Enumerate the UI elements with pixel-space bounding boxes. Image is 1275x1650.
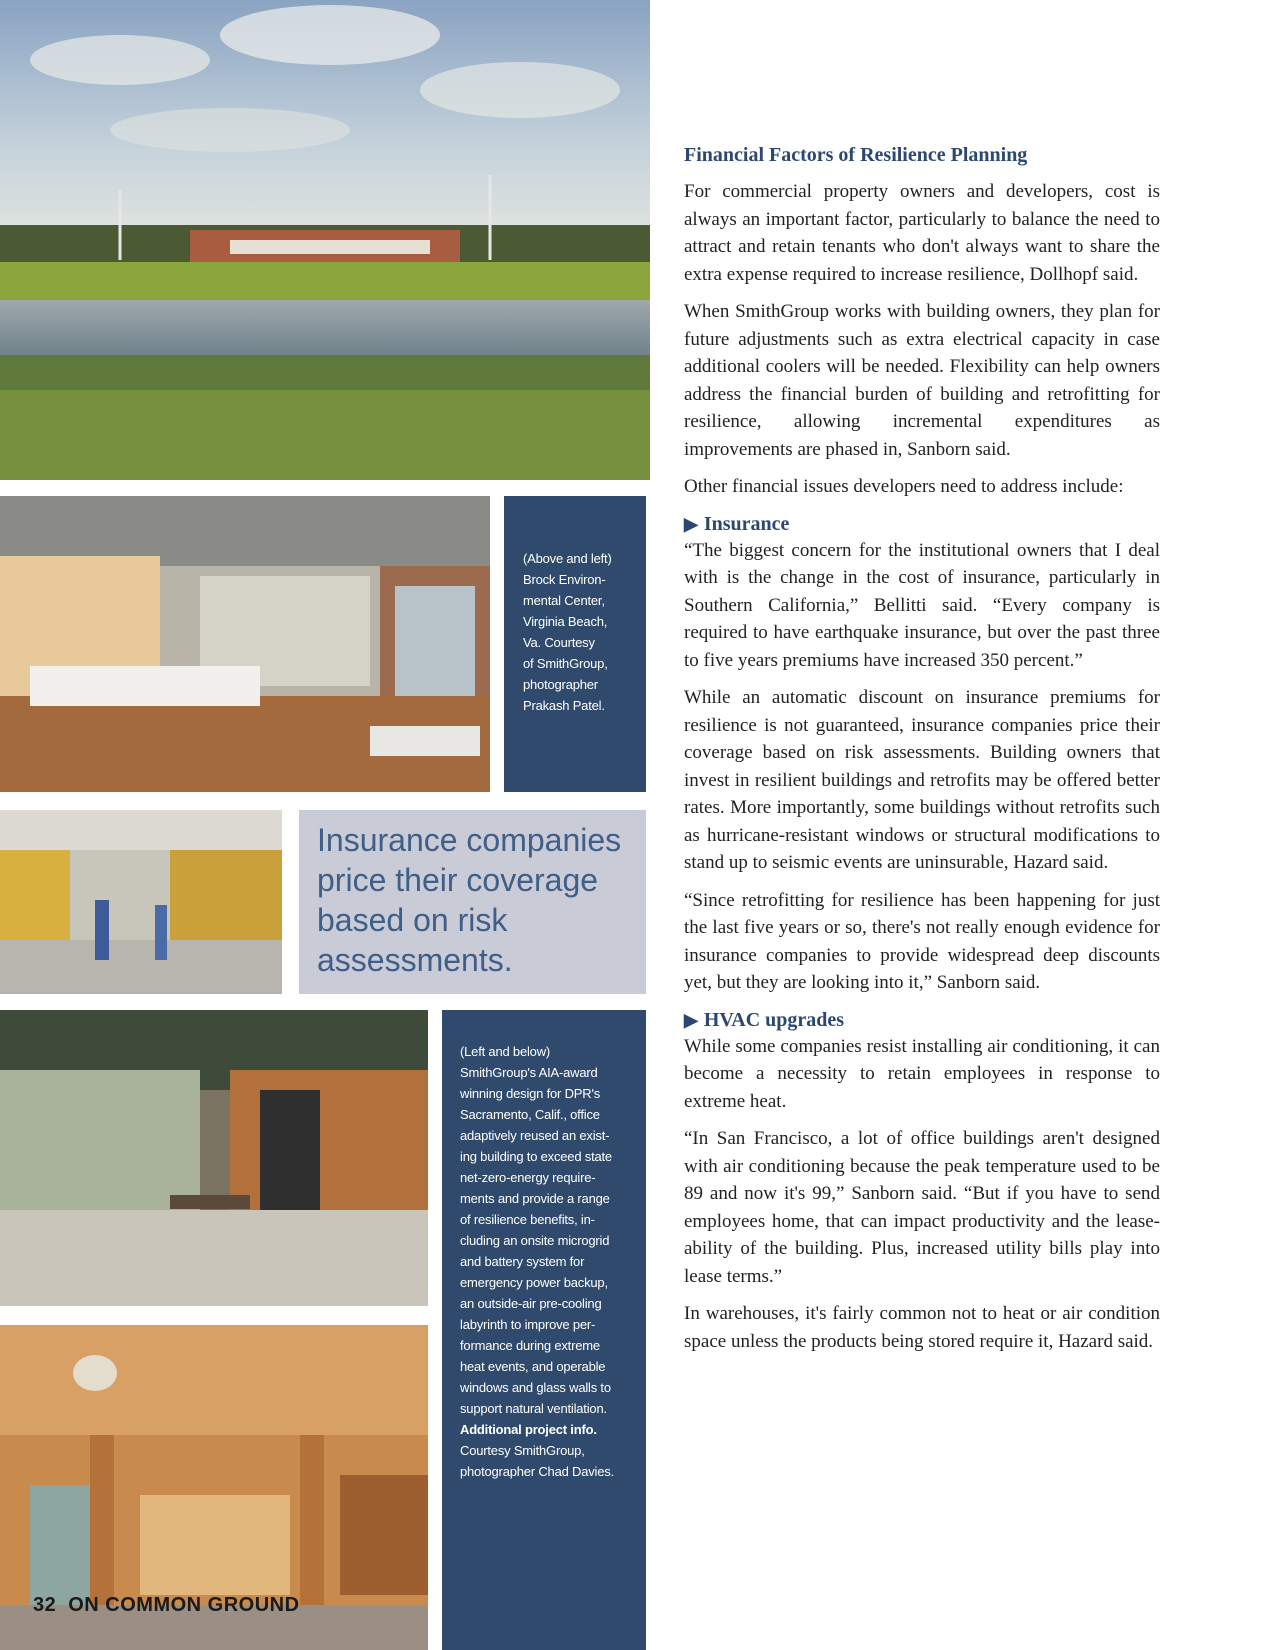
article-paragraph: Other financial issues developers need to address include: [684, 476, 1124, 497]
caption-line: Prakash Patel. [523, 698, 605, 713]
caption-line: ments and provide a range [460, 1191, 610, 1206]
article-paragraph: “Since retrofitting for resilience has been happening for just the last five years or so, there's not really enough evidence for insurance companies to provide widespread deep discounts yet, but they are looking into it,” Sanborn said. [684, 889, 1160, 993]
subheading-label: HVAC upgrades [703, 1008, 845, 1031]
article-paragraph: While an automatic discount on insurance premiums for resilience is not guaranteed, insurance companies price their coverage based on risk assessments. Building owners that invest in resilient buildings and retrofits may be offered better rates. More importantly, some buildings without retrofits such as hurricane-resistant windows or structural modifications to stand up to seismic events are uninsurable, Hazard said. [684, 687, 1160, 873]
caption-line: of SmithGroup, [523, 656, 608, 671]
triangle-bullet-icon: ▶ [684, 513, 698, 534]
caption-line: cluding an onsite microgrid [460, 1233, 610, 1248]
caption-line: photographer [523, 677, 598, 692]
article-body [684, 142, 1160, 1365]
caption-line: mental Center, [523, 593, 605, 608]
photo-caption [460, 1041, 614, 1482]
caption-line: Virginia Beach, [523, 614, 608, 629]
caption-line: heat events, and operable [460, 1359, 606, 1374]
caption-line: net-zero-energy require- [460, 1170, 596, 1185]
page-number: 32 [33, 1594, 57, 1616]
caption-line: windows and glass walls to [460, 1380, 611, 1395]
additional-project-info-link[interactable]: Additional project info. [460, 1422, 597, 1437]
caption-line: SmithGroup's AIA-award [460, 1065, 598, 1080]
subheading-hvac [684, 1007, 1160, 1033]
marsh-landscape-photo [0, 0, 650, 480]
caption-line: Sacramento, Calif., office [460, 1107, 600, 1122]
section-heading: Financial Factors of Resilience Planning [684, 144, 1028, 166]
patio-photo [0, 1010, 428, 1306]
caption-line: Va. Courtesy [523, 635, 595, 650]
caption-line: and battery system for [460, 1254, 585, 1269]
photo-caption-box [442, 1010, 646, 1650]
caption-line: (Left and below) [460, 1044, 551, 1059]
caption-line: formance during extreme [460, 1338, 600, 1353]
article-paragraph: When SmithGroup works with building owners, they plan for future adjustments such as extra electrical capacity in case additional coolers will be needed. Flexibility can help owners address the financial burden of building and retrofitting for resilience, allowing incremental expenditures as improvements are phased in, Sanborn said. [684, 301, 1160, 460]
triangle-bullet-icon: ▶ [684, 1009, 698, 1030]
caption-line: an outside-air pre-cooling [460, 1296, 602, 1311]
article-paragraph: In warehouses, it's fairly common not to heat or air condition space unless the products being stored require it, Hazard said. [684, 1303, 1160, 1352]
caption-line: ing building to exceed state [460, 1149, 612, 1164]
pull-quote: Insurance companies price their coverage based on risk assessments. [317, 822, 622, 978]
photo-caption [523, 548, 612, 716]
article-paragraph: For commercial property owners and developers, cost is always an important factor, particularly to balance the need to attract and retain tenants who don't always want to share the extra expense required to increase resilience, Dollhopf said. [684, 181, 1160, 285]
caption-line: emergency power backup, [460, 1275, 608, 1290]
office-interior-photo [0, 496, 490, 792]
article-paragraph: While some companies resist installing air conditioning, it can become a necessity to retain employees in response to extreme heat. [684, 1035, 1160, 1112]
pull-quote-box [299, 810, 646, 994]
warehouse-interior-photo [0, 810, 282, 994]
caption-line: Brock Environ- [523, 572, 606, 587]
caption-line: support natural ventilation. [460, 1401, 607, 1416]
publication-name: ON COMMON GROUND [68, 1594, 300, 1616]
caption-line: (Above and left) [523, 551, 612, 566]
page-footer [33, 1594, 300, 1617]
caption-credit-line: photographer Chad Davies. [460, 1464, 614, 1479]
caption-line: labyrinth to improve per- [460, 1317, 596, 1332]
caption-line: adaptively reused an exist- [460, 1128, 610, 1143]
article-paragraph: “The biggest concern for the institutional owners that I deal with is the change in the cost of insurance, particularly in Southern California,” Bellitti said. “Every company is required to have earthquake insurance, but over the past three to five years premiums have increased 350 percent.” [684, 539, 1160, 671]
article-paragraph: “In San Francisco, a lot of office buildings aren't designed with air conditioning because the peak temperature used to be 89 and now it's 99,” Sanborn said. “But if you have to send employees home, that can impact productivity and the lease-ability of the building. Plus, increased utility bills play into lease terms.” [684, 1128, 1160, 1287]
caption-credit-line: Courtesy SmithGroup, [460, 1443, 585, 1458]
subheading-insurance [684, 511, 1160, 537]
photo-caption-box [504, 496, 646, 792]
caption-line: winning design for DPR's [460, 1086, 601, 1101]
subheading-label: Insurance [703, 512, 790, 535]
caption-line: of resilience benefits, in- [460, 1212, 595, 1227]
